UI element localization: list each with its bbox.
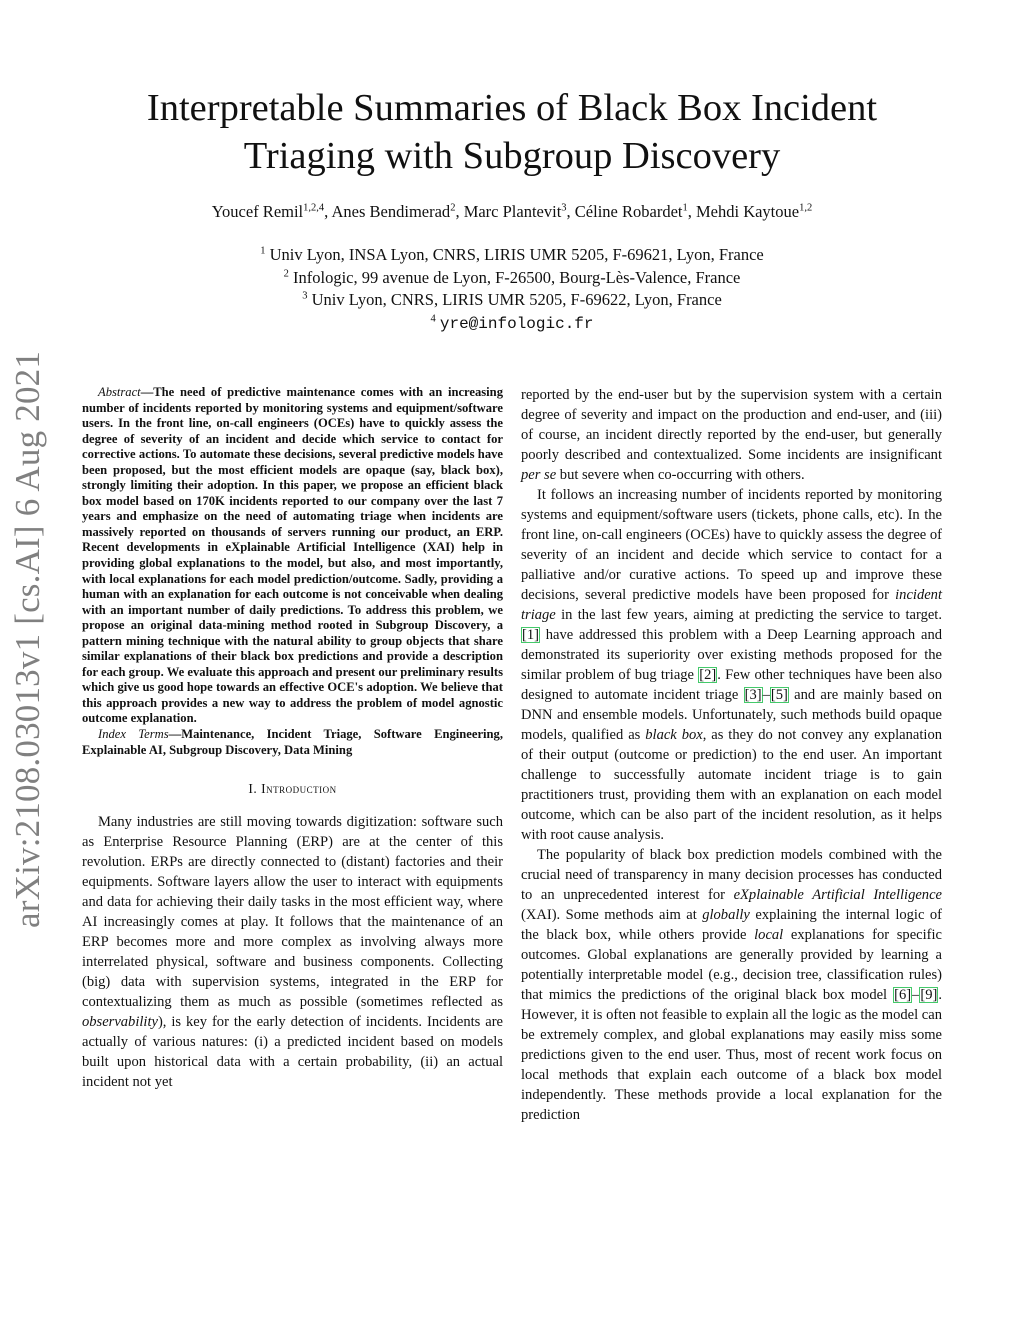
author: Céline Robardet$^1$, bbox=[574, 202, 696, 221]
author: Mehdi Kaytoue$^{1,2}$ bbox=[695, 202, 813, 221]
title-line-2: Triaging with Subgroup Discovery bbox=[243, 135, 781, 177]
citation-link[interactable]: [1] bbox=[522, 627, 539, 643]
index-terms: Index Terms—Maintenance, Incident Triage, Software Engineering, Explainable AI, Subgroup Discovery, Data Mining bbox=[82, 727, 503, 757]
affiliation: $^2$ Infologic, 99 avenue de Lyon, F-26500, Bourg-Lès-Valence, France bbox=[283, 267, 741, 287]
citation-link[interactable]: [9] bbox=[920, 987, 938, 1003]
paragraph: The popularity of black box prediction models combined with the crucial need of transparency in many decision processes has conducted to an unprecedented interest for eXplainable Artificial Intelligence (XAI). Some methods aim at globally explaining the internal logic of the black box, while others provide local explanations for specific outcomes. Global explanations are generally provided by learning a potentially interpretable model (e.g., decision tree, classification rules) that mimics the predictions of the original black box model [6]–[9]. However, it is often not feasible to explain all the logic as the model can be extremely complex, and global explanations may easily miss some predictions given to the end user. Thus, most of recent work focus on local methods that explain each outcome of a black box model independently. These methods provide a local explanation for the prediction bbox=[521, 847, 943, 1123]
affiliation: $^3$ Univ Lyon, CNRS, LIRIS UMR 5205, F-69622, Lyon, France bbox=[302, 290, 722, 309]
abstract: Abstract—The need of predictive maintenance comes with an increasing number of incidents reported by monitoring systems and equipment/software users. In the front line, on-call engineers (OCEs) have to quickly assess the degree of severity of an incident and decide which service to contact for corrective actions. To automate these decisions, several predictive models have been proposed, but the most efficient models are opaque (say, black box), strongly limiting their adoption. In this paper, we propose an efficient black box model based on 170K incidents reported to our company over the last 7 years and emphasize on the need of automating triage when incidents are massively reported on thousands of servers running our product, an ERP. Recent developments in eXplainable Artificial Intelligence (XAI) help in providing global explanations to the model, but also, and most importantly, with local explanations for each model prediction/outcome. Sadly, providing a human with an explanation for each outcome is not conceivable when dealing with an important number of daily predictions. To address this problem, we propose an original data-mining method rooted in Subgroup Discovery, a pattern mining technique with the natural ability to group objects that share similar explanations of their black box predictions and provide a description for each group. We evaluate this approach and present our preliminary results which give us good hope towards an effective OCE's adoption. We believe that this approach provides a new way to address the problem of model agnostic outcome explanation. bbox=[82, 385, 503, 726]
email-link[interactable]: yre@infologic.fr bbox=[439, 314, 594, 333]
paragraph: It follows an increasing number of incidents reported by monitoring systems and equipment/software users (tickets, phone calls, etc). In the front line, on-call engineers (OCEs) have to quickly assess the degree of severity of an incident and decide which service to contact for a palliative and/or curative actions. To speed up and improve these decisions, several predictive models have been proposed for incident triage in the last few years, aiming at predicting the service to target. [1] have addressed this problem with a Deep Learning approach and demonstrated its superiority over existing methods proposed for the similar problem of bug triage [2]. Few other techniques have been also designed to automate incident triage [3]–[5] and are mainly based on DNN and ensemble models. Unfortunately, such methods build opaque models, qualified as black box, as they do not convey any explanation of their output (outcome or prediction) to the end user. An important challenge to successfully automate incident triage is to gain practitioners trust, providing them with an explanation on each model outcome, which can be also part of the incident resolution, as it helps with root cause analysis. bbox=[521, 487, 943, 843]
affiliation-list bbox=[0, 244, 1024, 335]
citation-link[interactable]: [6] bbox=[894, 987, 912, 1003]
paper-title bbox=[0, 84, 1024, 180]
paragraph: Many industries are still moving towards digitization: software such as Enterprise Resource Planning (ERP) are at the center of this revolution. ERPs are directly connected to (distant) factories and their equipments. Software layers allow the user to interact with equipments and data for achieving their daily tasks in the most efficient way, where AI increasingly comes at play. It follows that the maintenance of an ERP becomes more and more complex as involving always more interrelated physical, software and business components. Collecting (big) data with supervision systems, integrated in the ERP for contextualizing them as much as possible (sometimes reflected as observability), is key for the early detection of incidents. Incidents are actually of various natures: (i) a predicted incident based on models built upon historical data with a certain probability, (ii) an actual incident not yet bbox=[82, 814, 503, 1091]
affiliation-email: $^4$ yre@infologic.fr bbox=[430, 313, 594, 333]
section-heading: I. Introduction bbox=[248, 781, 337, 797]
right-column bbox=[521, 385, 942, 1125]
citation-link[interactable]: [3] bbox=[744, 687, 762, 703]
citation-link[interactable]: [2] bbox=[699, 667, 717, 683]
title-line-1: Interpretable Summaries of Black Box Incident bbox=[146, 87, 878, 129]
affiliation: $^1$ Univ Lyon, INSA Lyon, CNRS, LIRIS UMR 5205, F-69621, Lyon, France bbox=[260, 245, 764, 264]
author: Marc Plantevit$^3$, bbox=[463, 202, 575, 221]
left-column bbox=[82, 385, 503, 1092]
author: Anes Bendimerad$^2$, bbox=[331, 202, 464, 221]
paragraph: reported by the end-user but by the supervision system with a certain degree of severity and impact on the production and end-user, and (iii) of course, an incident directly reported by the end-user, but generally poorly described and contextualized. Some incidents are insignificant per se but severe when co-occurring with others. bbox=[521, 387, 942, 483]
author-list bbox=[0, 200, 1024, 224]
author: Youcef Remil$^{1,2,4}$, bbox=[211, 202, 332, 221]
arxiv-identifier-stamp: arXiv:2108.03013v1 [cs.AI] 6 Aug 2021 bbox=[8, 350, 47, 928]
citation-link[interactable]: [5] bbox=[770, 687, 788, 703]
